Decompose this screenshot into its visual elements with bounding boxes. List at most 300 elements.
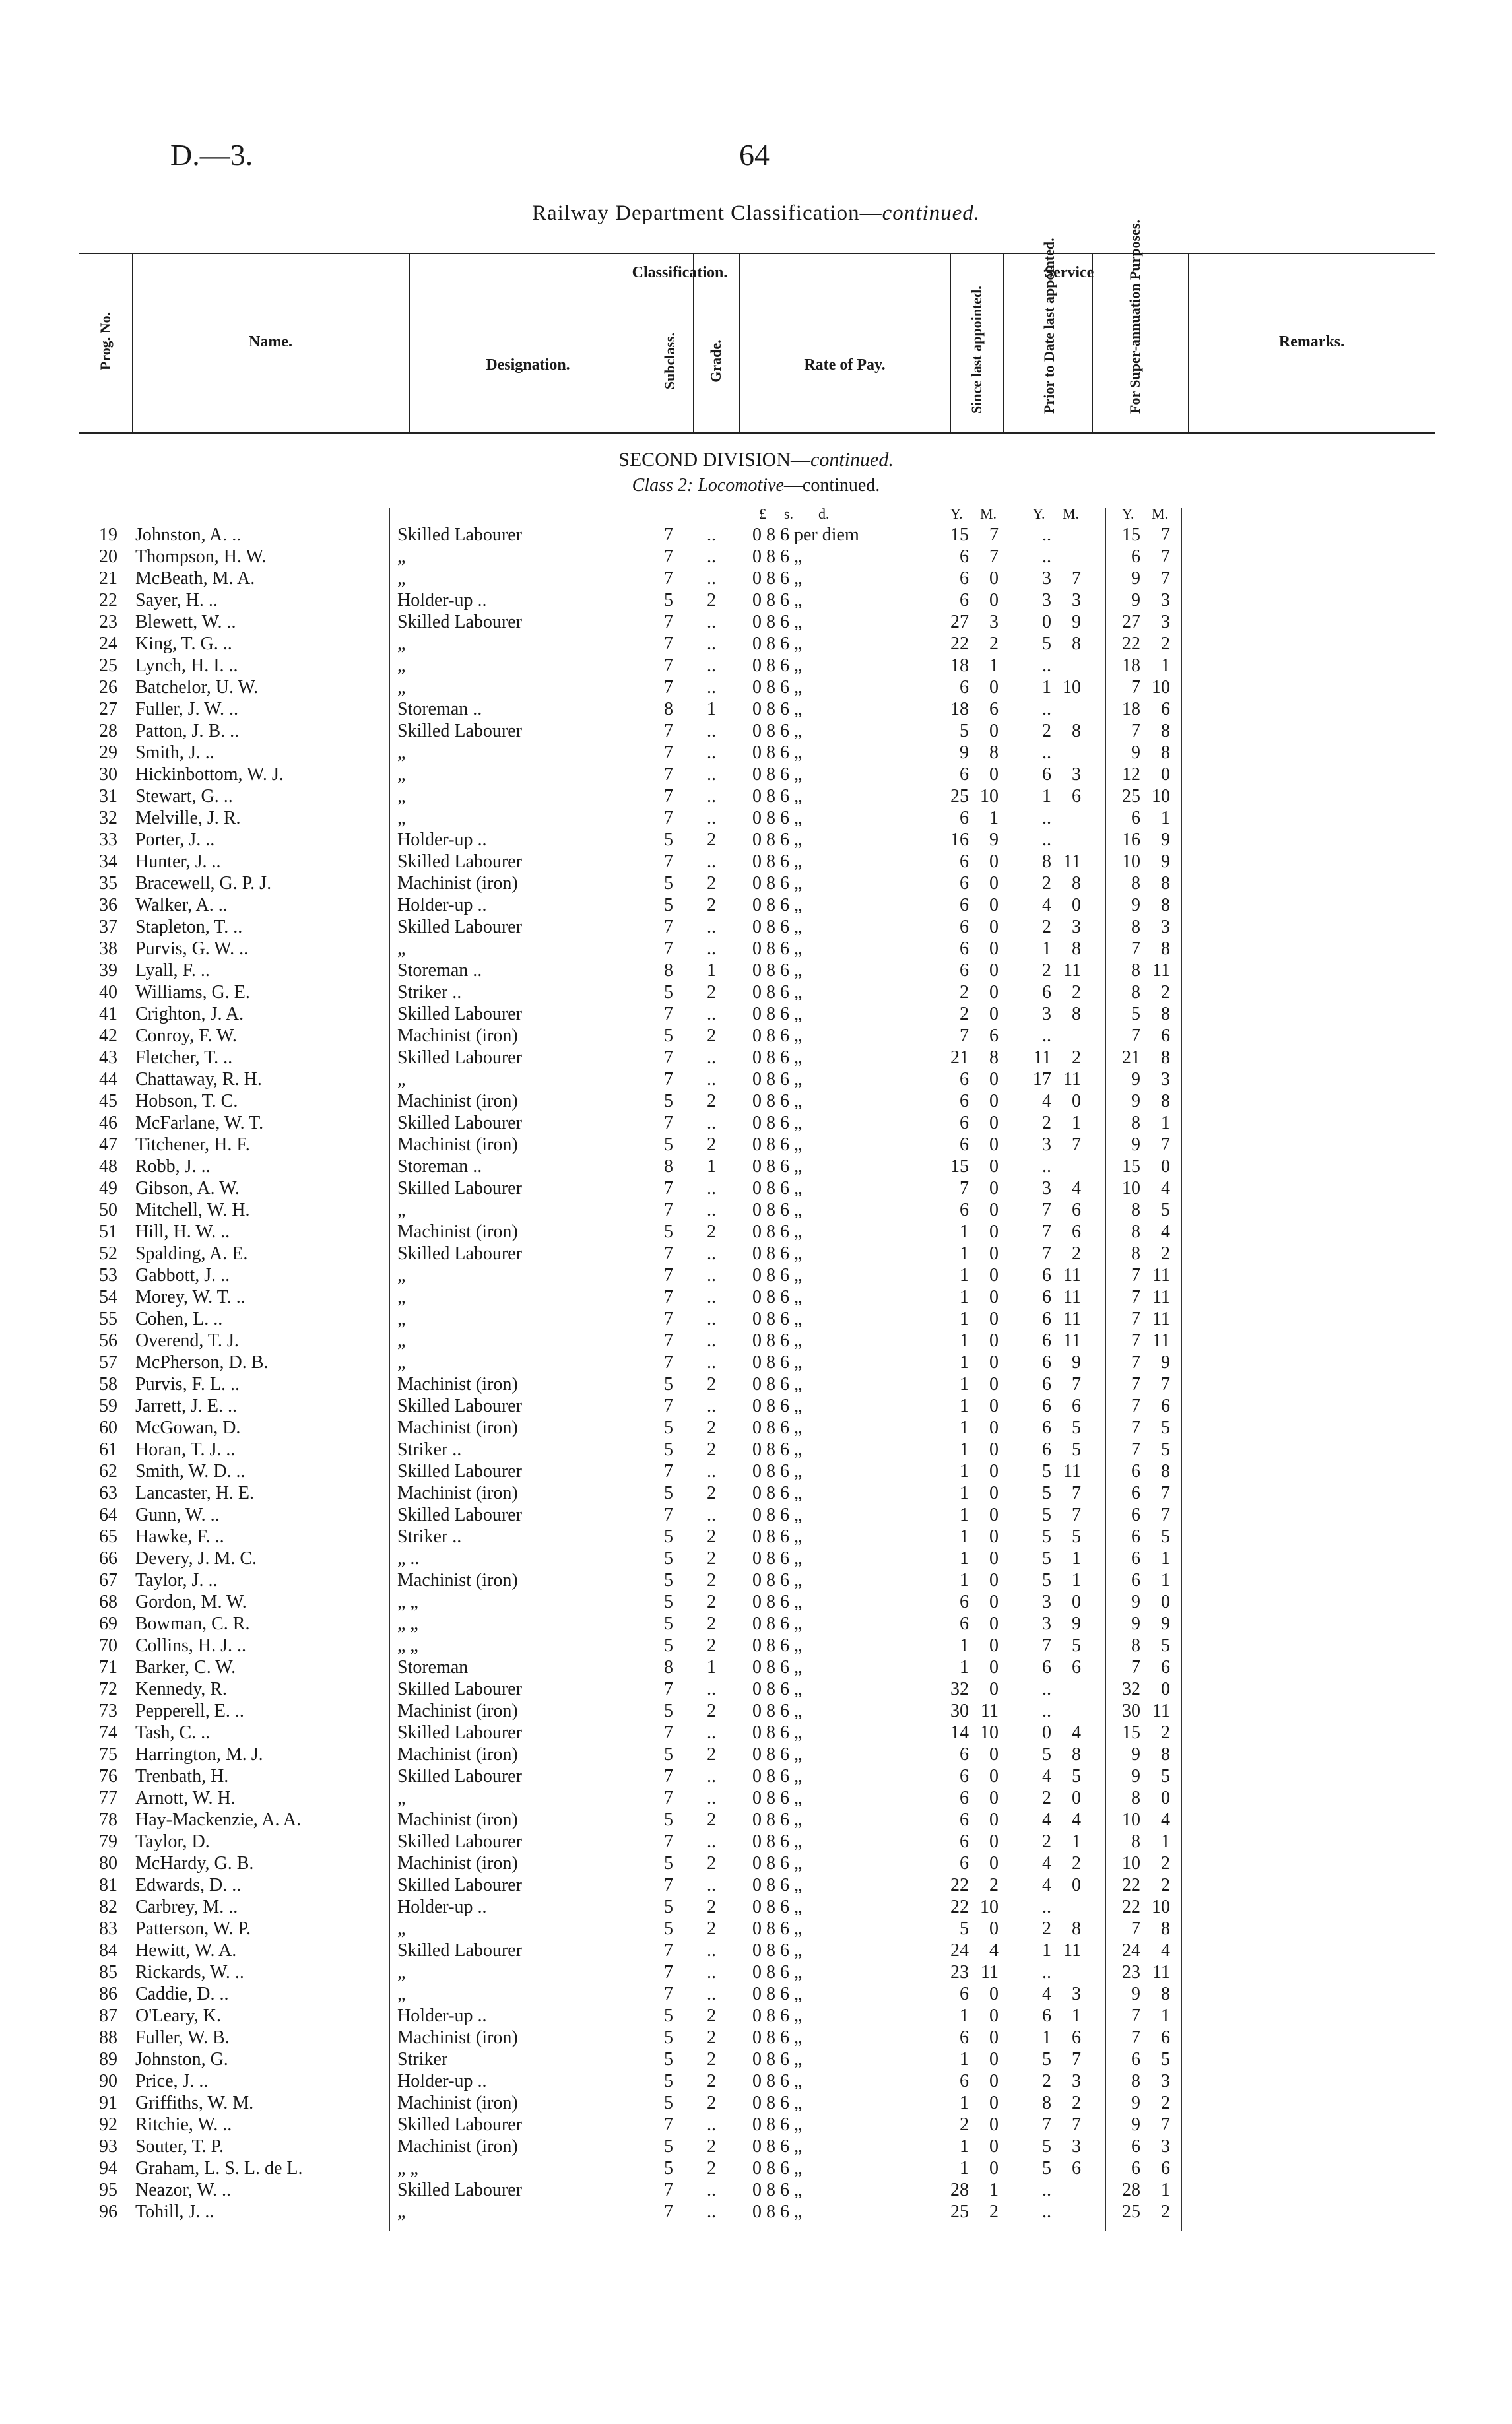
cell-prior-years: 5: [1042, 634, 1051, 654]
cell-super-months: 11: [1152, 960, 1170, 981]
table-row: [0, 2158, 1512, 2180]
cell-name: Price, J. ..: [135, 2071, 209, 2091]
cell-super-months: 9: [1161, 830, 1170, 850]
cell-grade: 2: [707, 1418, 716, 1438]
table-row: [0, 1091, 1512, 1113]
cell-designation: Holder-up ..: [397, 2071, 487, 2091]
cell-prior-years: 1: [1042, 1940, 1051, 1961]
cell-grade: 2: [707, 2006, 716, 2026]
cell-prog-no: 45: [99, 1091, 117, 1111]
cell-since-years: 1: [960, 1330, 969, 1351]
cell-grade: 2: [707, 2049, 716, 2070]
cell-subclass: 5: [664, 1548, 673, 1569]
cell-grade: 2: [707, 2027, 716, 2048]
cell-since-years: 9: [960, 742, 969, 763]
cell-designation: Machinist (iron): [397, 1091, 518, 1111]
cell-prior-months: 7: [1072, 1505, 1081, 1525]
cell-rate-of-pay: 0 8 6 „: [752, 721, 803, 741]
cell-grade: ..: [707, 764, 716, 785]
header-grade: Grade.: [707, 339, 724, 383]
cell-super-years: 16: [1122, 830, 1140, 850]
cell-grade: ..: [707, 1875, 716, 1895]
cell-rate-of-pay: 0 8 6 „: [752, 634, 803, 654]
cell-since-months: 0: [989, 1309, 999, 1329]
cell-subclass: 5: [664, 2136, 673, 2157]
cell-grade: 2: [707, 1483, 716, 1503]
cell-prior-months: 8: [1072, 1004, 1081, 1024]
cell-designation: Skilled Labourer: [397, 1461, 522, 1482]
cell-prog-no: 90: [99, 2071, 117, 2091]
cell-name: Souter, T. P.: [135, 2136, 224, 2157]
cell-grade: 2: [707, 1853, 716, 1874]
cell-super-months: 5: [1161, 1418, 1170, 1438]
cell-prior-years: 6: [1042, 1265, 1051, 1286]
cell-rate-of-pay: 0 8 6 „: [752, 2049, 803, 2070]
cell-prior-years: ..: [1042, 2180, 1051, 2200]
cell-designation: Holder-up ..: [397, 2006, 487, 2026]
cell-subclass: 7: [664, 1505, 673, 1525]
cell-rate-of-pay: 0 8 6 „: [752, 1548, 803, 1569]
cell-subclass: 7: [664, 546, 673, 567]
cell-rate-of-pay: 0 8 6 „: [752, 1940, 803, 1961]
header-for-superannuation: For Super-annuation Purposes.: [1127, 220, 1143, 414]
cell-subclass: 7: [664, 568, 673, 589]
table-row: [0, 1592, 1512, 1614]
cell-rate-of-pay: 0 8 6 „: [752, 917, 803, 937]
cell-prior-years: 11: [1034, 1047, 1051, 1068]
cell-prior-years: 3: [1042, 1134, 1051, 1155]
cell-prior-months: 8: [1072, 938, 1081, 959]
cell-super-months: 7: [1161, 525, 1170, 545]
cell-prog-no: 78: [99, 1810, 117, 1830]
cell-grade: ..: [707, 721, 716, 741]
cell-prior-years: 5: [1042, 2136, 1051, 2157]
cell-since-years: 1: [960, 2006, 969, 2026]
table-row: [0, 699, 1512, 721]
page-title: [0, 201, 1512, 226]
cell-prog-no: 59: [99, 1396, 117, 1416]
cell-since-months: 0: [989, 1984, 999, 2004]
cell-super-months: 8: [1161, 1918, 1170, 1939]
cell-grade: ..: [707, 546, 716, 567]
class-suffix: —continued.: [783, 475, 880, 496]
cell-designation: Skilled Labourer: [397, 917, 522, 937]
cell-prior-years: 3: [1042, 1614, 1051, 1634]
cell-prior-years: ..: [1042, 655, 1051, 676]
cell-since-months: 0: [989, 1069, 999, 1090]
table-row: [0, 1004, 1512, 1026]
cell-subclass: 8: [664, 960, 673, 981]
cell-since-months: 10: [980, 786, 999, 806]
cell-super-months: 3: [1161, 590, 1170, 610]
cell-prog-no: 39: [99, 960, 117, 981]
cell-since-months: 1: [989, 655, 999, 676]
cell-since-years: 6: [960, 917, 969, 937]
unit-pounds: £: [759, 506, 766, 522]
cell-designation: Holder-up ..: [397, 830, 487, 850]
cell-super-months: 7: [1161, 568, 1170, 589]
cell-name: Hickinbottom, W. J.: [135, 764, 284, 785]
cell-super-months: 11: [1152, 1962, 1170, 1982]
table-row: [0, 1134, 1512, 1156]
cell-prog-no: 48: [99, 1156, 117, 1177]
cell-since-years: 18: [950, 655, 969, 676]
table-row: [0, 2006, 1512, 2027]
cell-since-months: 0: [989, 1614, 999, 1634]
table-row: [0, 677, 1512, 699]
cell-name: Pepperell, E. ..: [135, 1701, 244, 1721]
cell-designation: Storeman: [397, 1657, 469, 1678]
cell-prior-months: 0: [1072, 895, 1081, 915]
cell-since-years: 1: [960, 1243, 969, 1264]
cell-super-years: 6: [1131, 1461, 1140, 1482]
cell-name: Smith, J. ..: [135, 742, 214, 763]
cell-super-years: 6: [1131, 1570, 1140, 1590]
table-row: [0, 1962, 1512, 1984]
cell-prior-years: ..: [1042, 1701, 1051, 1721]
cell-name: Hawke, F. ..: [135, 1526, 224, 1547]
table-row: [0, 764, 1512, 786]
cell-super-years: 7: [1131, 1309, 1140, 1329]
cell-since-months: 0: [989, 982, 999, 1002]
cell-super-years: 24: [1122, 1940, 1140, 1961]
cell-prior-months: 11: [1063, 1330, 1081, 1351]
cell-designation: Skilled Labourer: [397, 1505, 522, 1525]
cell-rate-of-pay: 0 8 6 „: [752, 2071, 803, 2091]
table-row: [0, 1287, 1512, 1309]
cell-grade: ..: [707, 1962, 716, 1982]
cell-prog-no: 79: [99, 1831, 117, 1852]
table-row: [0, 1461, 1512, 1483]
table-row: [0, 1396, 1512, 1418]
cell-since-months: 0: [989, 1396, 999, 1416]
cell-since-months: 0: [989, 1766, 999, 1786]
cell-super-years: 8: [1131, 1200, 1140, 1220]
cell-super-years: 7: [1131, 1657, 1140, 1678]
unit-y3: Y.: [1122, 506, 1134, 522]
cell-prior-years: 7: [1042, 2114, 1051, 2135]
cell-designation: „: [397, 677, 406, 698]
cell-super-months: 6: [1161, 1026, 1170, 1046]
cell-prog-no: 96: [99, 2202, 117, 2222]
cell-since-months: 10: [980, 1722, 999, 1743]
cell-prior-months: 5: [1072, 1439, 1081, 1460]
cell-since-years: 1: [960, 1396, 969, 1416]
cell-grade: 2: [707, 1091, 716, 1111]
cell-super-months: 7: [1161, 1483, 1170, 1503]
cell-since-years: 7: [960, 1026, 969, 1046]
cell-designation: Machinist (iron): [397, 2093, 518, 2113]
cell-prior-months: 2: [1072, 2093, 1081, 2113]
cell-since-months: 1: [989, 2180, 999, 2200]
cell-subclass: 7: [664, 1265, 673, 1286]
cell-designation: Skilled Labourer: [397, 1722, 522, 1743]
cell-since-years: 1: [960, 1265, 969, 1286]
cell-grade: 2: [707, 1548, 716, 1569]
table-row: [0, 1831, 1512, 1853]
cell-designation: „: [397, 1984, 406, 2004]
cell-subclass: 5: [664, 830, 673, 850]
cell-super-months: 5: [1161, 1526, 1170, 1547]
cell-grade: 1: [707, 1657, 716, 1678]
cell-super-months: 2: [1161, 1853, 1170, 1874]
cell-prior-years: ..: [1042, 1962, 1051, 1982]
cell-prior-years: 2: [1042, 1831, 1051, 1852]
cell-subclass: 7: [664, 1722, 673, 1743]
cell-prior-years: 5: [1042, 1526, 1051, 1547]
cell-subclass: 7: [664, 1679, 673, 1699]
cell-prior-months: 11: [1063, 1265, 1081, 1286]
cell-rate-of-pay: 0 8 6 „: [752, 1505, 803, 1525]
cell-prior-months: 4: [1072, 1722, 1081, 1743]
cell-rate-of-pay: 0 8 6 „: [752, 1418, 803, 1438]
table-row: [0, 982, 1512, 1004]
cell-since-months: 2: [989, 634, 999, 654]
cell-name: Horan, T. J. ..: [135, 1439, 236, 1460]
cell-super-years: 5: [1131, 1004, 1140, 1024]
cell-super-years: 21: [1122, 1047, 1140, 1068]
cell-prior-years: 5: [1042, 1461, 1051, 1482]
table-row: [0, 1156, 1512, 1178]
cell-name: Kennedy, R.: [135, 1679, 227, 1699]
cell-prog-no: 54: [99, 1287, 117, 1307]
cell-prior-years: ..: [1042, 699, 1051, 719]
cell-super-years: 22: [1122, 1897, 1140, 1917]
cell-prog-no: 71: [99, 1657, 117, 1678]
cell-super-years: 7: [1131, 938, 1140, 959]
cell-rate-of-pay: 0 8 6 „: [752, 1766, 803, 1786]
cell-subclass: 7: [664, 1330, 673, 1351]
cell-prog-no: 85: [99, 1962, 117, 1982]
header-classification: Classification.: [632, 264, 728, 281]
cell-prior-years: 2: [1042, 1788, 1051, 1808]
cell-prog-no: 91: [99, 2093, 117, 2113]
cell-prior-months: 2: [1072, 1853, 1081, 1874]
cell-grade: ..: [707, 742, 716, 763]
cell-subclass: 7: [664, 1309, 673, 1329]
cell-super-years: 15: [1122, 525, 1140, 545]
cell-rate-of-pay: 0 8 6 „: [752, 1483, 803, 1503]
cell-designation: „: [397, 938, 406, 959]
cell-subclass: 7: [664, 1766, 673, 1786]
cell-prior-years: 5: [1042, 1744, 1051, 1765]
cell-name: Barker, C. W.: [135, 1657, 236, 1678]
cell-prog-no: 34: [99, 851, 117, 872]
cell-rate-of-pay: 0 8 6 per diem: [752, 525, 859, 545]
cell-name: Hill, H. W. ..: [135, 1222, 230, 1242]
cell-rate-of-pay: 0 8 6 „: [752, 2158, 803, 2178]
cell-super-years: 7: [1131, 721, 1140, 741]
cell-since-months: 0: [989, 1178, 999, 1198]
cell-prior-years: 7: [1042, 1243, 1051, 1264]
cell-since-months: 6: [989, 1026, 999, 1046]
cell-since-months: 0: [989, 2114, 999, 2135]
cell-grade: ..: [707, 1831, 716, 1852]
cell-prior-months: 11: [1063, 1069, 1081, 1090]
cell-super-months: 1: [1161, 1113, 1170, 1133]
cell-rate-of-pay: 0 8 6 „: [752, 1614, 803, 1634]
cell-since-months: 0: [989, 1222, 999, 1242]
cell-super-years: 15: [1122, 1156, 1140, 1177]
cell-designation: „: [397, 808, 406, 828]
cell-since-years: 6: [960, 1853, 969, 1874]
cell-grade: ..: [707, 1113, 716, 1133]
cell-since-years: 6: [960, 1134, 969, 1155]
cell-subclass: 5: [664, 1744, 673, 1765]
cell-designation: „: [397, 1287, 406, 1307]
cell-grade: ..: [707, 568, 716, 589]
cell-rate-of-pay: 0 8 6 „: [752, 808, 803, 828]
cell-super-years: 8: [1131, 1831, 1140, 1852]
cell-prior-months: 0: [1072, 1788, 1081, 1808]
cell-subclass: 5: [664, 982, 673, 1002]
cell-rate-of-pay: 0 8 6 „: [752, 1962, 803, 1982]
cell-super-years: 8: [1131, 1222, 1140, 1242]
table-row: [0, 1200, 1512, 1222]
cell-grade: ..: [707, 1200, 716, 1220]
cell-prior-months: 5: [1072, 1418, 1081, 1438]
table-row: [0, 1505, 1512, 1526]
cell-designation: „: [397, 1962, 406, 1982]
cell-since-months: 0: [989, 1287, 999, 1307]
cell-subclass: 7: [664, 1200, 673, 1220]
cell-super-months: 7: [1161, 1374, 1170, 1394]
cell-since-years: 1: [960, 1222, 969, 1242]
cell-name: Hay-Mackenzie, A. A.: [135, 1810, 302, 1830]
cell-prog-no: 49: [99, 1178, 117, 1198]
cell-subclass: 5: [664, 2158, 673, 2178]
cell-name: Gabbott, J. ..: [135, 1265, 230, 1286]
cell-super-months: 2: [1161, 634, 1170, 654]
cell-subclass: 7: [664, 677, 673, 698]
cell-name: Thompson, H. W.: [135, 546, 267, 567]
cell-subclass: 5: [664, 1918, 673, 1939]
table-row: [0, 895, 1512, 917]
cell-subclass: 7: [664, 742, 673, 763]
cell-subclass: 7: [664, 2180, 673, 2200]
cell-prog-no: 25: [99, 655, 117, 676]
cell-since-years: 15: [950, 525, 969, 545]
cell-prog-no: 53: [99, 1265, 117, 1286]
cell-prior-years: 3: [1042, 1178, 1051, 1198]
cell-since-months: 0: [989, 1374, 999, 1394]
cell-prior-years: 8: [1042, 2093, 1051, 2113]
cell-super-years: 9: [1131, 1766, 1140, 1786]
cell-since-years: 27: [950, 612, 969, 632]
cell-rate-of-pay: 0 8 6 „: [752, 1309, 803, 1329]
table-row: [0, 960, 1512, 982]
cell-super-years: 7: [1131, 2006, 1140, 2026]
cell-prog-no: 81: [99, 1875, 117, 1895]
cell-since-years: 6: [960, 1091, 969, 1111]
table-header: [79, 220, 1435, 434]
cell-prior-years: 6: [1042, 1287, 1051, 1307]
cell-since-years: 6: [960, 808, 969, 828]
cell-super-months: 10: [1152, 786, 1170, 806]
cell-prior-years: 2: [1042, 1113, 1051, 1133]
cell-grade: 2: [707, 1918, 716, 1939]
cell-designation: Machinist (iron): [397, 2027, 518, 2048]
table-row: [0, 1178, 1512, 1200]
cell-prog-no: 58: [99, 1374, 117, 1394]
cell-grade: ..: [707, 1722, 716, 1743]
cell-super-months: 5: [1161, 1200, 1170, 1220]
cell-since-years: 6: [960, 764, 969, 785]
table-row: [0, 1526, 1512, 1548]
cell-name: Fletcher, T. ..: [135, 1047, 233, 1068]
cell-prior-months: 1: [1072, 2006, 1081, 2026]
cell-super-months: 7: [1161, 546, 1170, 567]
cell-name: Morey, W. T. ..: [135, 1287, 246, 1307]
cell-designation: Skilled Labourer: [397, 525, 522, 545]
table-row: [0, 1984, 1512, 2006]
cell-super-months: 5: [1161, 1766, 1170, 1786]
cell-prog-no: 86: [99, 1984, 117, 2004]
cell-name: Blewett, W. ..: [135, 612, 236, 632]
cell-grade: ..: [707, 525, 716, 545]
cell-rate-of-pay: 0 8 6 „: [752, 1047, 803, 1068]
table-row: [0, 1918, 1512, 1940]
cell-since-months: 0: [989, 1091, 999, 1111]
cell-grade: 2: [707, 1026, 716, 1046]
cell-since-months: 7: [989, 546, 999, 567]
cell-prior-years: 2: [1042, 873, 1051, 894]
cell-name: Harrington, M. J.: [135, 1744, 263, 1765]
table-row: [0, 655, 1512, 677]
cell-since-years: 22: [950, 634, 969, 654]
cell-since-years: 6: [960, 1788, 969, 1808]
cell-prog-no: 28: [99, 721, 117, 741]
cell-since-months: 7: [989, 525, 999, 545]
cell-name: Griffiths, W. M.: [135, 2093, 254, 2113]
table-row: [0, 1897, 1512, 1918]
cell-super-months: 7: [1161, 2114, 1170, 2135]
cell-designation: Skilled Labourer: [397, 1047, 522, 1068]
table-row: [0, 2071, 1512, 2093]
cell-prior-years: ..: [1042, 525, 1051, 545]
cell-super-years: 10: [1122, 1853, 1140, 1874]
cell-since-months: 0: [989, 873, 999, 894]
cell-subclass: 7: [664, 634, 673, 654]
cell-subclass: 5: [664, 1853, 673, 1874]
cell-grade: ..: [707, 1243, 716, 1264]
cell-since-months: 0: [989, 1200, 999, 1220]
cell-designation: Holder-up ..: [397, 590, 487, 610]
cell-since-years: 1: [960, 1635, 969, 1656]
table-row: [0, 568, 1512, 590]
cell-subclass: 5: [664, 1222, 673, 1242]
table-row: [0, 1374, 1512, 1396]
cell-super-years: 10: [1122, 1810, 1140, 1830]
cell-name: Lancaster, H. E.: [135, 1483, 255, 1503]
cell-rate-of-pay: 0 8 6 „: [752, 677, 803, 698]
cell-designation: Holder-up ..: [397, 1897, 487, 1917]
cell-name: Hunter, J. ..: [135, 851, 221, 872]
cell-prior-months: 3: [1072, 764, 1081, 785]
cell-since-years: 7: [960, 1178, 969, 1198]
cell-prior-years: 7: [1042, 1635, 1051, 1656]
cell-super-years: 6: [1131, 1505, 1140, 1525]
cell-prog-no: 60: [99, 1418, 117, 1438]
cell-rate-of-pay: 0 8 6 „: [752, 1287, 803, 1307]
cell-name: Purvis, G. W. ..: [135, 938, 249, 959]
cell-grade: 2: [707, 1374, 716, 1394]
cell-since-years: 6: [960, 1200, 969, 1220]
cell-prior-years: ..: [1042, 1897, 1051, 1917]
cell-since-months: 0: [989, 1483, 999, 1503]
cell-super-years: 30: [1122, 1701, 1140, 1721]
cell-since-months: 11: [981, 1701, 999, 1721]
